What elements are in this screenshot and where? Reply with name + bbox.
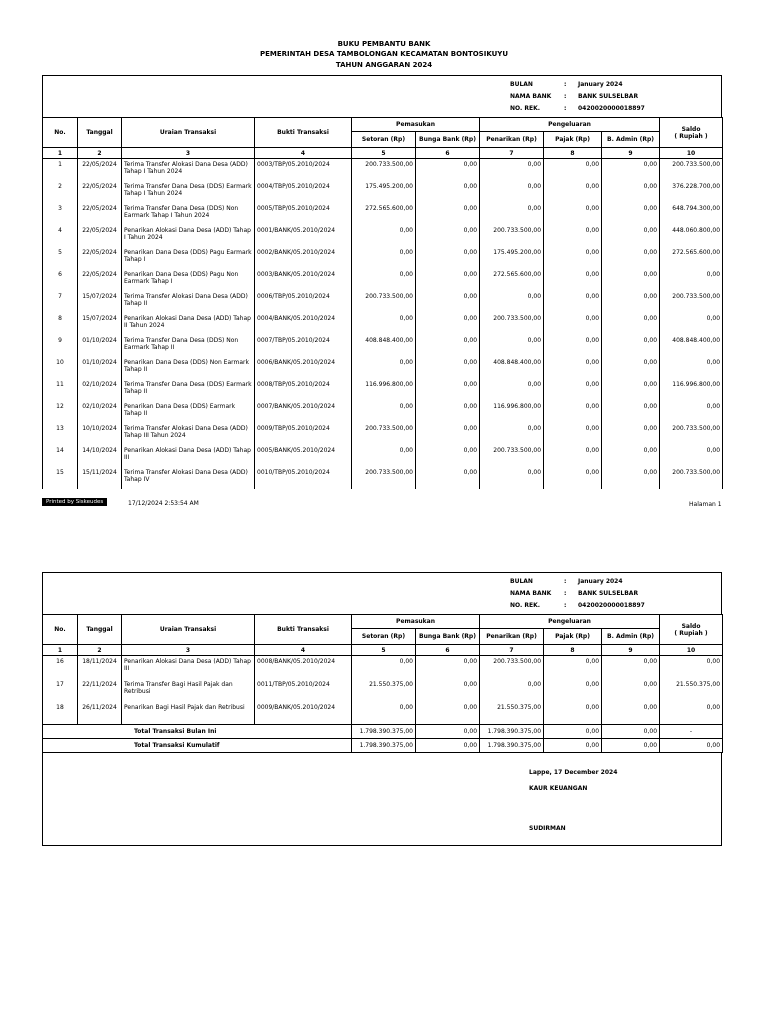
row-admin: 0,00 [602, 656, 660, 679]
row-tanggal: 15/07/2024 [78, 313, 122, 335]
row-tanggal: 22/05/2024 [78, 269, 122, 291]
col-admin: B. Admin (Rp) [602, 629, 660, 645]
table-row [43, 247, 723, 269]
col-tanggal: Tanggal [78, 118, 122, 148]
row-penarikan: 200.733.500,00 [480, 313, 544, 335]
sep: : [564, 578, 567, 585]
row-uraian: Terima Transfer Dana Desa (DDS) Earmark Tahap II [122, 379, 255, 401]
row-setoran: 0,00 [352, 656, 416, 679]
row-penarikan: 0,00 [480, 679, 544, 702]
total-kumulatif-row [43, 739, 723, 753]
row-pajak: 0,00 [544, 313, 602, 335]
bank-label: NAMA BANK [510, 93, 552, 100]
row-no: 17 [43, 679, 78, 702]
row-pajak: 0,00 [544, 269, 602, 291]
bank-value: BANK SULSELBAR [578, 93, 639, 100]
row-bunga: 0,00 [416, 269, 480, 291]
saldo-label: Saldo [681, 125, 701, 133]
row-bukti: 0004/TBP/05.2010/2024 [255, 181, 352, 203]
row-pajak: 0,00 [544, 656, 602, 679]
row-tanggal: 22/05/2024 [78, 181, 122, 203]
row-tanggal: 02/10/2024 [78, 379, 122, 401]
bulan-label: BULAN [510, 81, 533, 88]
row-bunga: 0,00 [416, 159, 480, 181]
row-tanggal: 22/05/2024 [78, 203, 122, 225]
row-admin: 0,00 [602, 679, 660, 702]
row-pajak: 0,00 [544, 679, 602, 702]
row-tanggal: 22/05/2024 [78, 247, 122, 269]
row-bukti: 0005/TBP/05.2010/2024 [255, 203, 352, 225]
col-bunga: Bunga Bank (Rp) [416, 629, 480, 645]
row-tanggal: 18/11/2024 [78, 656, 122, 679]
row-setoran: 0,00 [352, 225, 416, 247]
row-saldo: 200.733.500,00 [660, 291, 723, 313]
row-no: 2 [43, 181, 78, 203]
row-saldo: 200.733.500,00 [660, 467, 723, 489]
row-admin: 0,00 [602, 203, 660, 225]
row-bunga: 0,00 [416, 313, 480, 335]
row-tanggal: 10/10/2024 [78, 423, 122, 445]
col-uraian: Uraian Transaksi [122, 118, 255, 148]
row-penarikan: 200.733.500,00 [480, 225, 544, 247]
col-uraian: Uraian Transaksi [122, 615, 255, 645]
col-bunga: Bunga Bank (Rp) [416, 132, 480, 148]
row-admin: 0,00 [602, 379, 660, 401]
col-penarikan: Penarikan (Rp) [480, 132, 544, 148]
row-setoran: 0,00 [352, 445, 416, 467]
row-setoran: 0,00 [352, 401, 416, 423]
row-penarikan: 0,00 [480, 467, 544, 489]
row-uraian: Penarikan Dana Desa (DDS) Non Earmark Tahap II [122, 357, 255, 379]
row-tanggal: 15/11/2024 [78, 467, 122, 489]
total-pajak: 0,00 [544, 725, 602, 739]
row-setoran: 408.848.400,00 [352, 335, 416, 357]
page2-info-box [42, 572, 722, 615]
row-uraian: Penarikan Dana Desa (DDS) Pagu Earmark Tahap I [122, 247, 255, 269]
row-admin: 0,00 [602, 225, 660, 247]
col-bukti: Bukti Transaksi [255, 615, 352, 645]
row-setoran: 200.733.500,00 [352, 423, 416, 445]
row-tanggal: 14/10/2024 [78, 445, 122, 467]
row-bukti: 0005/BANK/05.2010/2024 [255, 445, 352, 467]
total-saldo: - [660, 725, 723, 739]
table-row [43, 702, 723, 725]
row-saldo: 376.228.700,00 [660, 181, 723, 203]
row-uraian: Terima Transfer Alokasi Dana Desa (ADD) Tahap IV [122, 467, 255, 489]
row-tanggal: 26/11/2024 [78, 702, 122, 725]
col-tanggal: Tanggal [78, 615, 122, 645]
col-bukti: Bukti Transaksi [255, 118, 352, 148]
col-number: 7 [480, 645, 544, 656]
row-bukti: 0010/TBP/05.2010/2024 [255, 467, 352, 489]
total-bulan-ini-row [43, 725, 723, 739]
row-uraian: Terima Transfer Dana Desa (DDS) Non Earmark Tahap II [122, 335, 255, 357]
row-bunga: 0,00 [416, 702, 480, 725]
table-row [43, 379, 723, 401]
row-penarikan: 0,00 [480, 291, 544, 313]
total-penarikan: 1.798.390.375,00 [480, 739, 544, 753]
row-bunga: 0,00 [416, 203, 480, 225]
row-no: 3 [43, 203, 78, 225]
row-setoran: 200.733.500,00 [352, 291, 416, 313]
row-no: 13 [43, 423, 78, 445]
row-bunga: 0,00 [416, 357, 480, 379]
total-bunga: 0,00 [416, 725, 480, 739]
col-admin: B. Admin (Rp) [602, 132, 660, 148]
row-tanggal: 22/11/2024 [78, 679, 122, 702]
row-no: 11 [43, 379, 78, 401]
row-pajak: 0,00 [544, 702, 602, 725]
col-number: 9 [602, 148, 660, 159]
row-no: 15 [43, 467, 78, 489]
row-saldo: 408.848.400,00 [660, 335, 723, 357]
total-setoran: 1.798.390.375,00 [352, 725, 416, 739]
row-no: 9 [43, 335, 78, 357]
total-admin: 0,00 [602, 739, 660, 753]
col-number: 2 [78, 645, 122, 656]
row-saldo: 200.733.500,00 [660, 159, 723, 181]
row-setoran: 272.565.600,00 [352, 203, 416, 225]
row-saldo: 0,00 [660, 401, 723, 423]
col-number: 6 [416, 148, 480, 159]
col-penarikan: Penarikan (Rp) [480, 629, 544, 645]
row-uraian: Terima Transfer Alokasi Dana Desa (ADD) Tahap III Tahun 2024 [122, 423, 255, 445]
row-pajak: 0,00 [544, 291, 602, 313]
row-pajak: 0,00 [544, 379, 602, 401]
row-admin: 0,00 [602, 181, 660, 203]
row-bukti: 0006/BANK/05.2010/2024 [255, 357, 352, 379]
row-no: 12 [43, 401, 78, 423]
row-pajak: 0,00 [544, 247, 602, 269]
row-tanggal: 01/10/2024 [78, 357, 122, 379]
row-no: 18 [43, 702, 78, 725]
total-setoran: 1.798.390.375,00 [352, 739, 416, 753]
total-pajak: 0,00 [544, 739, 602, 753]
row-no: 14 [43, 445, 78, 467]
row-penarikan: 175.495.200,00 [480, 247, 544, 269]
row-setoran: 116.996.800,00 [352, 379, 416, 401]
table-row [43, 225, 723, 247]
report-year: TAHUN ANGGARAN 2024 [335, 61, 433, 69]
row-bunga: 0,00 [416, 656, 480, 679]
row-pajak: 0,00 [544, 203, 602, 225]
row-admin: 0,00 [602, 313, 660, 335]
saldo-unit: ( Rupiah ) [674, 629, 708, 637]
signature-name: SUDIRMAN [529, 825, 566, 832]
column-number-row [43, 148, 723, 159]
bulan-value: January 2024 [578, 81, 623, 88]
page2-transaction-table [42, 614, 723, 753]
page1-transaction-table [42, 117, 723, 489]
row-no: 4 [43, 225, 78, 247]
sep: : [564, 602, 567, 609]
row-setoran: 0,00 [352, 269, 416, 291]
row-bunga: 0,00 [416, 291, 480, 313]
row-bunga: 0,00 [416, 445, 480, 467]
column-number-row [43, 645, 723, 656]
row-no: 5 [43, 247, 78, 269]
row-pajak: 0,00 [544, 467, 602, 489]
signature-role: KAUR KEUANGAN [529, 785, 588, 792]
row-uraian: Penarikan Alokasi Dana Desa (ADD) Tahap II Tahun 2024 [122, 313, 255, 335]
row-admin: 0,00 [602, 445, 660, 467]
row-tanggal: 15/07/2024 [78, 291, 122, 313]
table-row [43, 679, 723, 702]
col-no: No. [43, 615, 78, 645]
row-setoran: 0,00 [352, 247, 416, 269]
row-admin: 0,00 [602, 247, 660, 269]
row-setoran: 0,00 [352, 313, 416, 335]
rek-value: 0420020000018897 [578, 602, 645, 609]
row-uraian: Penarikan Bagi Hasil Pajak dan Retribusi [122, 702, 255, 725]
row-setoran: 200.733.500,00 [352, 159, 416, 181]
rek-label: NO. REK. [510, 105, 541, 112]
row-setoran: 0,00 [352, 357, 416, 379]
col-number: 5 [352, 148, 416, 159]
row-bukti: 0009/TBP/05.2010/2024 [255, 423, 352, 445]
row-uraian: Terima Transfer Dana Desa (DDS) Earmark Tahap I Tahun 2024 [122, 181, 255, 203]
row-admin: 0,00 [602, 159, 660, 181]
table-row [43, 656, 723, 679]
row-uraian: Penarikan Dana Desa (DDS) Pagu Non Earmark Tahap I [122, 269, 255, 291]
row-bukti: 0006/TBP/05.2010/2024 [255, 291, 352, 313]
row-setoran: 0,00 [352, 702, 416, 725]
col-pengeluaran: Pengeluaran [480, 118, 660, 132]
row-saldo: 648.794.300,00 [660, 203, 723, 225]
row-bukti: 0003/TBP/05.2010/2024 [255, 159, 352, 181]
row-penarikan: 408.848.400,00 [480, 357, 544, 379]
sep: : [564, 81, 567, 88]
total-label: Total Transaksi Bulan Ini [43, 725, 352, 739]
col-pajak: Pajak (Rp) [544, 629, 602, 645]
row-setoran: 21.550.375,00 [352, 679, 416, 702]
row-uraian: Penarikan Dana Desa (DDS) Earmark Tahap II [122, 401, 255, 423]
row-tanggal: 02/10/2024 [78, 401, 122, 423]
row-saldo: 200.733.500,00 [660, 423, 723, 445]
row-bunga: 0,00 [416, 379, 480, 401]
row-penarikan: 0,00 [480, 159, 544, 181]
row-saldo: 0,00 [660, 702, 723, 725]
row-no: 10 [43, 357, 78, 379]
report-subtitle: PEMERINTAH DESA TAMBOLONGAN KECAMATAN BONTOSIKUYU [259, 50, 509, 58]
row-tanggal: 01/10/2024 [78, 335, 122, 357]
row-admin: 0,00 [602, 467, 660, 489]
table-row [43, 401, 723, 423]
row-bukti: 0009/BANK/05.2010/2024 [255, 702, 352, 725]
row-uraian: Penarikan Alokasi Dana Desa (ADD) Tahap III [122, 445, 255, 467]
col-number: 1 [43, 645, 78, 656]
total-saldo: 0,00 [660, 739, 723, 753]
row-penarikan: 116.996.800,00 [480, 401, 544, 423]
bank-label: NAMA BANK [510, 590, 552, 597]
row-admin: 0,00 [602, 423, 660, 445]
saldo-unit: ( Rupiah ) [674, 132, 708, 140]
row-penarikan: 0,00 [480, 203, 544, 225]
col-number: 8 [544, 148, 602, 159]
table-row [43, 291, 723, 313]
row-saldo: 21.550.375,00 [660, 679, 723, 702]
row-admin: 0,00 [602, 357, 660, 379]
row-penarikan: 0,00 [480, 423, 544, 445]
col-pemasukan: Pemasukan [352, 615, 480, 629]
row-admin: 0,00 [602, 335, 660, 357]
row-uraian: Terima Transfer Dana Desa (DDS) Non Earmark Tahap I Tahun 2024 [122, 203, 255, 225]
row-no: 7 [43, 291, 78, 313]
bulan-label: BULAN [510, 578, 533, 585]
row-no: 1 [43, 159, 78, 181]
table-row [43, 467, 723, 489]
row-admin: 0,00 [602, 401, 660, 423]
col-number: 8 [544, 645, 602, 656]
row-saldo: 116.996.800,00 [660, 379, 723, 401]
row-pajak: 0,00 [544, 423, 602, 445]
col-number: 4 [255, 645, 352, 656]
row-penarikan: 272.565.600,00 [480, 269, 544, 291]
sep: : [564, 590, 567, 597]
row-pajak: 0,00 [544, 401, 602, 423]
rek-value: 0420020000018897 [578, 105, 645, 112]
row-uraian: Terima Transfer Bagi Hasil Pajak dan Retribusi [122, 679, 255, 702]
table-row [43, 445, 723, 467]
row-saldo: 0,00 [660, 269, 723, 291]
table-row [43, 181, 723, 203]
page-number: Halaman 1 [689, 501, 722, 508]
signature-place-date: Lappe, 17 December 2024 [529, 769, 618, 776]
col-number: 7 [480, 148, 544, 159]
row-bunga: 0,00 [416, 247, 480, 269]
col-pengeluaran: Pengeluaran [480, 615, 660, 629]
row-penarikan: 0,00 [480, 379, 544, 401]
row-pajak: 0,00 [544, 181, 602, 203]
table-row [43, 335, 723, 357]
row-uraian: Terima Transfer Alokasi Dana Desa (ADD) Tahap I Tahun 2024 [122, 159, 255, 181]
saldo-label: Saldo [681, 622, 701, 630]
row-bukti: 0008/BANK/05.2010/2024 [255, 656, 352, 679]
col-saldo [660, 118, 723, 148]
row-saldo: 448.060.800,00 [660, 225, 723, 247]
row-penarikan: 200.733.500,00 [480, 445, 544, 467]
row-pajak: 0,00 [544, 357, 602, 379]
row-bukti: 0001/BANK/05.2010/2024 [255, 225, 352, 247]
sep: : [564, 93, 567, 100]
row-uraian: Penarikan Alokasi Dana Desa (ADD) Tahap III [122, 656, 255, 679]
row-penarikan: 0,00 [480, 335, 544, 357]
row-pajak: 0,00 [544, 159, 602, 181]
row-uraian: Penarikan Alokasi Dana Desa (ADD) Tahap I Tahun 2024 [122, 225, 255, 247]
col-number: 9 [602, 645, 660, 656]
col-number: 1 [43, 148, 78, 159]
table-row [43, 203, 723, 225]
row-bukti: 0002/BANK/05.2010/2024 [255, 247, 352, 269]
row-no: 6 [43, 269, 78, 291]
row-saldo: 272.565.600,00 [660, 247, 723, 269]
total-label: Total Transaksi Kumulatif [43, 739, 352, 753]
row-penarikan: 21.550.375,00 [480, 702, 544, 725]
col-number: 2 [78, 148, 122, 159]
row-pajak: 0,00 [544, 445, 602, 467]
row-bukti: 0008/TBP/05.2010/2024 [255, 379, 352, 401]
printed-timestamp: 17/12/2024 2:53:54 AM [128, 500, 199, 507]
bulan-value: January 2024 [578, 578, 623, 585]
row-bunga: 0,00 [416, 335, 480, 357]
row-bukti: 0007/TBP/05.2010/2024 [255, 335, 352, 357]
row-bukti: 0003/BANK/05.2010/2024 [255, 269, 352, 291]
total-penarikan: 1.798.390.375,00 [480, 725, 544, 739]
row-bukti: 0007/BANK/05.2010/2024 [255, 401, 352, 423]
col-number: 3 [122, 148, 255, 159]
row-bukti: 0011/TBP/05.2010/2024 [255, 679, 352, 702]
table-row [43, 357, 723, 379]
row-bunga: 0,00 [416, 401, 480, 423]
row-no: 8 [43, 313, 78, 335]
col-pajak: Pajak (Rp) [544, 132, 602, 148]
table-row [43, 269, 723, 291]
table-row [43, 313, 723, 335]
total-admin: 0,00 [602, 725, 660, 739]
col-number: 4 [255, 148, 352, 159]
bank-value: BANK SULSELBAR [578, 590, 639, 597]
table-row [43, 423, 723, 445]
row-penarikan: 200.733.500,00 [480, 656, 544, 679]
row-bunga: 0,00 [416, 225, 480, 247]
row-saldo: 0,00 [660, 357, 723, 379]
row-saldo: 0,00 [660, 313, 723, 335]
col-number: 10 [660, 148, 723, 159]
col-number: 5 [352, 645, 416, 656]
row-saldo: 0,00 [660, 656, 723, 679]
col-number: 10 [660, 645, 723, 656]
row-setoran: 175.495.200,00 [352, 181, 416, 203]
col-no: No. [43, 118, 78, 148]
row-bunga: 0,00 [416, 181, 480, 203]
row-admin: 0,00 [602, 269, 660, 291]
table-row [43, 159, 723, 181]
row-pajak: 0,00 [544, 335, 602, 357]
row-penarikan: 0,00 [480, 181, 544, 203]
col-pemasukan: Pemasukan [352, 118, 480, 132]
signature-box [42, 753, 722, 846]
col-saldo [660, 615, 723, 645]
row-bunga: 0,00 [416, 467, 480, 489]
col-number: 6 [416, 645, 480, 656]
col-setoran: Setoran (Rp) [352, 629, 416, 645]
report-title: BUKU PEMBANTU BANK [337, 40, 431, 48]
printed-by-badge: Printed by Siskeudes [42, 498, 107, 506]
row-setoran: 200.733.500,00 [352, 467, 416, 489]
row-uraian: Terima Transfer Alokasi Dana Desa (ADD) Tahap II [122, 291, 255, 313]
sep: : [564, 105, 567, 112]
row-admin: 0,00 [602, 702, 660, 725]
row-pajak: 0,00 [544, 225, 602, 247]
row-tanggal: 22/05/2024 [78, 225, 122, 247]
row-tanggal: 22/05/2024 [78, 159, 122, 181]
row-bukti: 0004/BANK/05.2010/2024 [255, 313, 352, 335]
row-bunga: 0,00 [416, 679, 480, 702]
row-no: 16 [43, 656, 78, 679]
col-setoran: Setoran (Rp) [352, 132, 416, 148]
total-bunga: 0,00 [416, 739, 480, 753]
page1-info-box [42, 75, 722, 118]
rek-label: NO. REK. [510, 602, 541, 609]
row-admin: 0,00 [602, 291, 660, 313]
col-number: 3 [122, 645, 255, 656]
row-bunga: 0,00 [416, 423, 480, 445]
row-saldo: 0,00 [660, 445, 723, 467]
